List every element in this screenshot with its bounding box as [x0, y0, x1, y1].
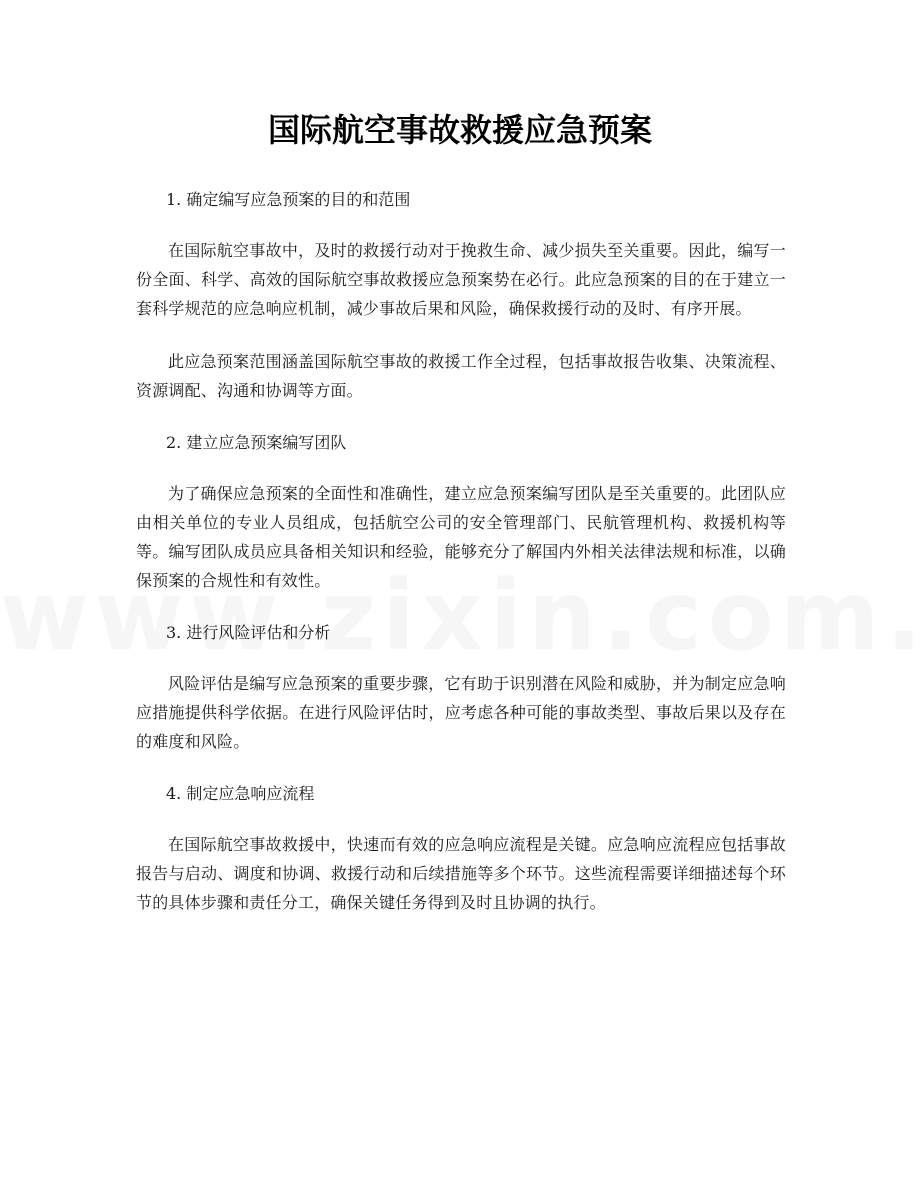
paragraph: 在国际航空事故救援中，快速而有效的应急响应流程是关键。应急响应流程应包括事故报告与启动、调度和协调、救援行动和后续措施等多个环节。这些流程需要详细描述每个环节的具体步骤和责任分工，确保关键任务得到及时且协调的执行。 [136, 835, 786, 912]
paragraph: 在国际航空事故中，及时的救援行动对于挽救生命、减少损失至关重要。因此，编写一份全面、科学、高效的国际航空事故救援应急预案势在必行。此应急预案的目的在于建立一套科学规范的应急响应机制，减少事故后果和风险，确保救援行动的及时、有序开展。 [136, 241, 786, 318]
document-body [136, 186, 786, 941]
section-heading: 2. 建立应急预案编写团队 [166, 433, 347, 452]
section-heading: 1. 确定编写应急预案的目的和范围 [166, 190, 411, 209]
section-heading: 4. 制定应急响应流程 [166, 784, 315, 803]
page-title: 国际航空事故救援应急预案 [267, 111, 652, 149]
paragraph: 为了确保应急预案的全面性和准确性，建立应急预案编写团队是至关重要的。此团队应由相关单位的专业人员组成，包括航空公司的安全管理部门、民航管理机构、救援机构等等。编写团队成员应具备相关知识和经验，能够充分了解国内外相关法律法规和标准，以确保预案的合规性和有效性。 [136, 484, 786, 590]
paragraph: 风险评估是编写应急预案的重要步骤，它有助于识别潜在风险和威胁，并为制定应急响应措施提供科学依据。在进行风险评估时，应考虑各种可能的事故类型、事故后果以及存在的难度和风险。 [136, 674, 786, 751]
section-heading: 3. 进行风险评估和分析 [166, 623, 331, 642]
paragraph: 此应急预案范围涵盖国际航空事故的救援工作全过程，包括事故报告收集、决策流程、资源调配、沟通和协调等方面。 [136, 352, 786, 400]
